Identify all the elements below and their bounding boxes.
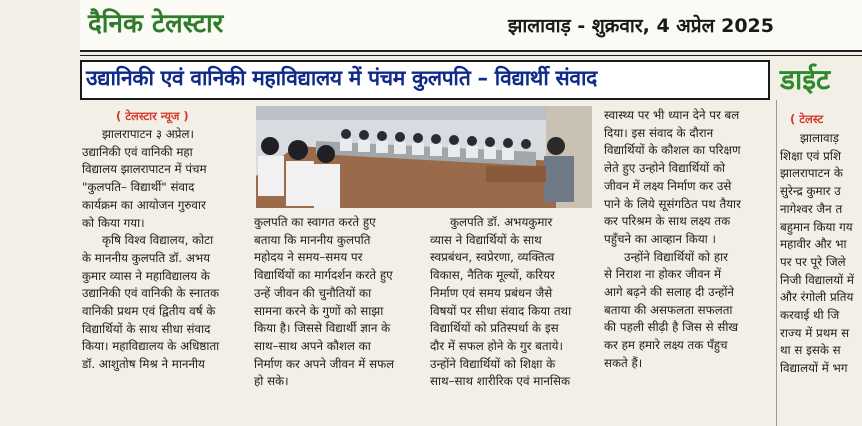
text-line: विद्यार्थियों के कौशल का परिक्षण bbox=[604, 143, 741, 158]
text-line: सकते हैं। bbox=[604, 355, 643, 370]
text-line: कुलपति का स्वागत करते हुए bbox=[254, 215, 376, 229]
masthead-rule-thin bbox=[80, 55, 862, 56]
text-line: उन्हें जीवन की चुनौतियों का bbox=[254, 285, 372, 300]
text-line: साथ–साथ शारीरिक एवं मानसिक bbox=[430, 374, 571, 389]
text-line: दिया। इस संवाद के दौरान bbox=[604, 125, 714, 140]
article-headline: उद्यानिकी एवं वानिकी महाविद्यालय में पंचम कुलपति – विद्यार्थी संवाद bbox=[86, 66, 598, 90]
text-line: बताया कि माननीय कुलपति bbox=[254, 232, 371, 247]
text-line: करवाई थी जि bbox=[780, 308, 840, 323]
text-line: दौर में सफल होने के गुर बताये। bbox=[430, 338, 563, 353]
text-line: कुलपति डॉ. अभयकुमार bbox=[450, 215, 553, 229]
side-story-headline: डाईट bbox=[780, 63, 831, 96]
text-line: था स इसके स bbox=[780, 343, 841, 358]
text-line: कृषि विश्व विद्यालय, कोटा bbox=[102, 233, 214, 248]
text-line: "कुलपति– विद्यार्थी" संवाद bbox=[82, 180, 195, 195]
text-line: विद्यालय झालरापाटन में पंचम bbox=[82, 162, 207, 177]
text-line: डॉ. आशुतोष मिश्र ने माननीय bbox=[82, 357, 205, 372]
text-line: कुमार व्यास ने महाविद्यालय के bbox=[82, 268, 210, 283]
text-line: सामना करने के गुणों को साझा bbox=[254, 303, 384, 318]
text-line: कर हम हमारे लक्ष्य तक पँहुच bbox=[604, 338, 728, 353]
text-line: महावीर और भा bbox=[780, 237, 847, 252]
text-line: निर्माण एवं समय प्रबंधन जैसे bbox=[430, 285, 553, 300]
text-line: विद्यार्थियों को प्रतिस्पर्धा के इस bbox=[430, 321, 559, 336]
article-column-2 bbox=[254, 214, 394, 391]
text-line: नागेश्वर जैन त bbox=[780, 201, 843, 216]
masthead-rule bbox=[80, 50, 862, 52]
text-line: उन्होंने विद्यार्थियों को हार bbox=[624, 249, 728, 264]
article-byline: ( टेलस्टार न्यूज ) bbox=[116, 109, 189, 123]
text-line: हो सके। bbox=[254, 374, 289, 389]
column-divider bbox=[776, 100, 777, 426]
text-line: पर पर पूरे जिले bbox=[780, 254, 846, 269]
text-line: पहुँचने का आव्हान किया । bbox=[604, 231, 716, 246]
text-line: सुरेन्द्र कुमार उ bbox=[780, 184, 841, 199]
text-line: निजी विद्यालयों में bbox=[780, 272, 854, 287]
text-line: आगे बढ़ने की सलाह दी उन्होंने bbox=[604, 285, 734, 300]
newspaper-name: दैनिक टेलस्टार bbox=[88, 9, 224, 39]
text-line: राज्य में प्रथम स bbox=[780, 325, 850, 340]
text-line: स्वास्थ्य पर भी ध्यान देने पर बल bbox=[604, 108, 740, 122]
text-line: उद्यानिकी एवं वानिकी के स्नातक bbox=[82, 286, 220, 301]
text-line: बताया की असफलता सफलता bbox=[604, 302, 733, 317]
text-line: झालावाड़ bbox=[800, 131, 839, 145]
text-line: कार्यक्रम का आयोजन गुरुवार bbox=[82, 197, 206, 212]
text-line: कर परिश्रम के साथ लक्ष्य तक bbox=[604, 214, 731, 229]
text-line: पाने के लिये सूसंगठित पथ तैयार bbox=[604, 196, 741, 211]
side-story-text bbox=[780, 130, 854, 378]
text-line: विद्यालयों में भग bbox=[780, 361, 848, 376]
text-line: उद्यानिकी एवं वानिकी महा bbox=[82, 144, 193, 159]
text-line: शिक्षा एवं प्रशि bbox=[780, 148, 841, 163]
text-line: झालरापाटन के bbox=[780, 166, 843, 181]
article-column-4 bbox=[604, 107, 741, 373]
text-line: से निराश ना होकर जीवन में bbox=[604, 267, 722, 282]
dateline: झालावाड़ - शुक्रवार, 4 अप्रेल 2025 bbox=[508, 15, 774, 37]
text-line: साथ–साथ अपने कौशल का bbox=[254, 338, 371, 353]
text-line: को किया गया। bbox=[82, 215, 145, 230]
text-line: और रंगोली प्रतिय bbox=[780, 290, 854, 305]
article-column-3 bbox=[430, 214, 571, 391]
text-line: व्यास ने विद्यार्थियों के साथ bbox=[430, 232, 542, 247]
text-line: विद्यार्थियों का मार्गदर्शन करते हुए bbox=[254, 268, 393, 283]
side-story-byline: ( टेलस्ट bbox=[790, 112, 824, 126]
text-line: महोदय ने समय–समय पर bbox=[254, 250, 363, 265]
text-line: की पहली सीढ़ी है जिस से सीख bbox=[604, 320, 739, 335]
text-line: वानिकी प्रथम एवं द्वितीय वर्ष के bbox=[82, 304, 216, 319]
text-line: विकास, नैतिक मूल्यों, करियर bbox=[430, 268, 555, 283]
text-line: बहुमान किया गय bbox=[780, 219, 853, 234]
text-line: जीवन में लक्ष्य निर्माण कर उसे bbox=[604, 178, 732, 193]
text-line: लेते हुए उन्होने विद्यार्थियों को bbox=[604, 161, 726, 176]
article-column-1 bbox=[82, 126, 219, 374]
news-photo bbox=[256, 106, 592, 208]
text-line: विषयों पर सीधा संवाद किया तथा bbox=[430, 303, 572, 318]
text-line: स्वप्रबंधन, स्वप्रेरणा, व्यक्तित्व bbox=[430, 250, 555, 265]
text-line: झालरापाटन ३ अप्रेल। bbox=[102, 127, 194, 141]
text-line: के माननीय कुलपति डॉ. अभय bbox=[82, 250, 210, 265]
text-line: किया है। जिससे विद्यार्थी ज्ञान के bbox=[254, 321, 391, 336]
text-line: किया। महाविद्यालय के अधिष्ठाता bbox=[82, 339, 220, 354]
text-line: विद्यार्थियों के साथ सीधा संवाद bbox=[82, 321, 211, 336]
text-line: निर्माण कर अपने जीवन में सफल bbox=[254, 356, 395, 371]
meeting-hall-illustration bbox=[256, 106, 592, 208]
text-line: उन्होंने विद्यार्थियों को शिक्षा के bbox=[430, 356, 556, 371]
